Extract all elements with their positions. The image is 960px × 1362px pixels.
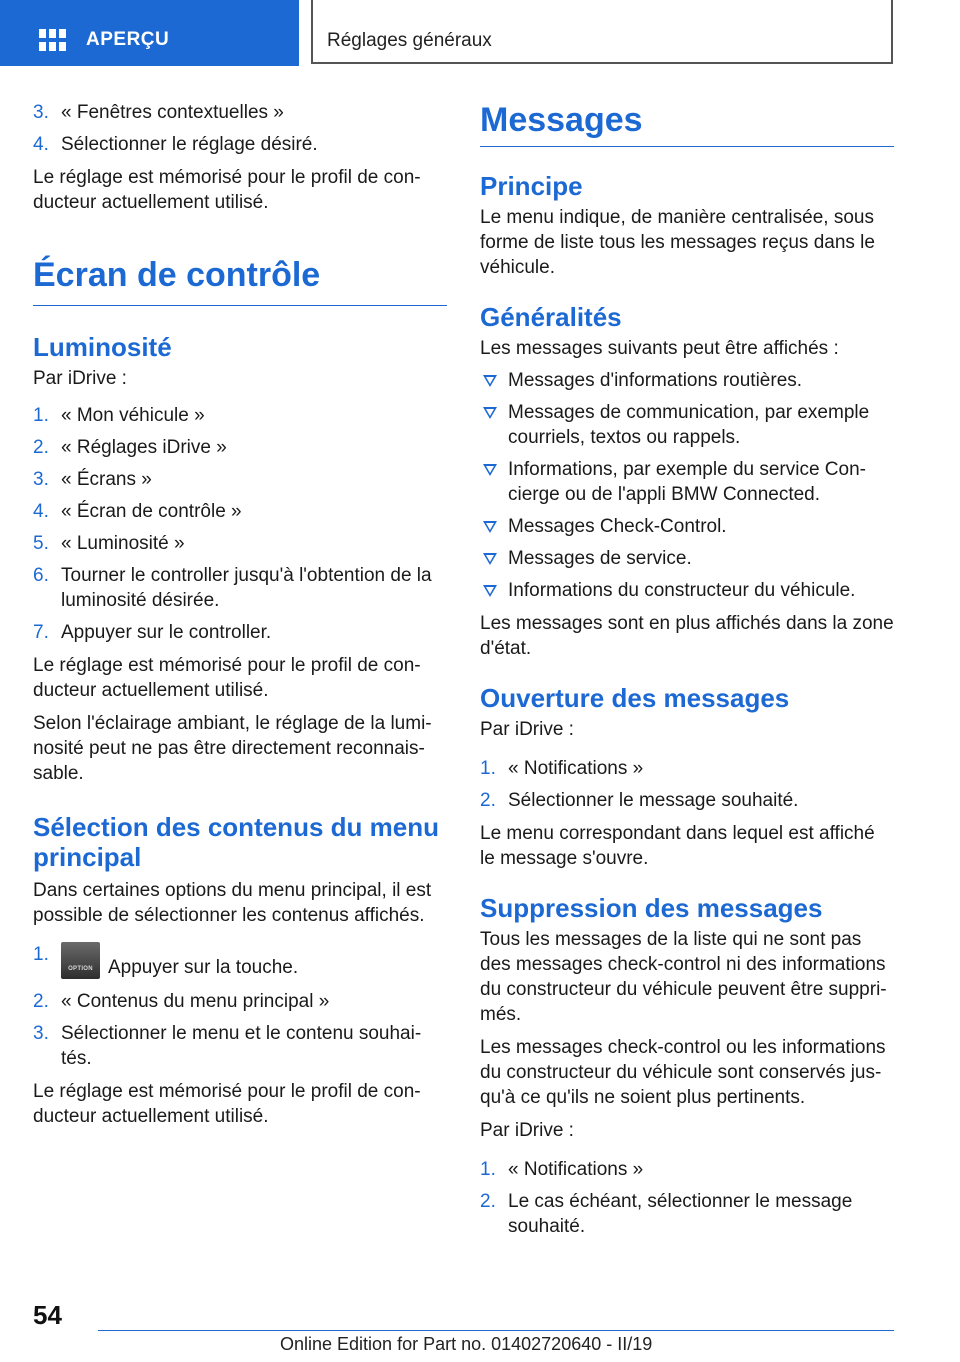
- list-item: 7. Appuyer sur le controller.: [33, 622, 272, 643]
- heading-ouverture: Ouverture des messages: [480, 683, 790, 713]
- selection-steps: [33, 942, 447, 1071]
- page-number: 54: [33, 1300, 62, 1330]
- list-item: Messages d'informations routières.: [480, 368, 894, 393]
- list-item: 3. « Écrans »: [33, 469, 152, 490]
- list-item: 5. « Luminosité »: [33, 533, 185, 554]
- triangle-bullet-icon: [483, 521, 497, 533]
- list-item: Informations du constructeur du véhicule.: [480, 578, 894, 603]
- suppression-text-2: Les messages check-control ou les informations du constructeur du véhicule sont conservés jus‐ qu'à ce qu'ils ne soient plus pertinents.: [480, 1037, 886, 1108]
- section-title: Réglages généraux: [327, 30, 492, 51]
- grid-icon: [39, 29, 67, 53]
- overview-tab[interactable]: [0, 0, 299, 66]
- list-item: 3. Sélectionner le menu et le contenu souhai‐ tés.: [33, 1023, 422, 1069]
- triangle-bullet-icon: [483, 553, 497, 565]
- heading-luminosite: Luminosité: [33, 332, 172, 362]
- list-item: 3. « Fenêtres contextuelles »: [33, 102, 284, 123]
- heading-principe: Principe: [480, 171, 583, 201]
- ouverture-steps: [480, 756, 894, 813]
- list-item: Messages Check-Control.: [480, 514, 894, 539]
- option-key-label: OPTION: [68, 966, 93, 972]
- list-item: 4. « Écran de contrôle »: [33, 501, 242, 522]
- triangle-bullet-icon: [483, 407, 497, 419]
- generalites-intro: Les messages suivants peut être affichés :: [480, 338, 839, 359]
- right-column: [480, 100, 894, 1247]
- selection-intro: Dans certaines options du menu principal, il est possible de sélectionner les contenus affichés.: [33, 880, 432, 926]
- list-item: 2. « Réglages iDrive »: [33, 437, 227, 458]
- footer-edition: Online Edition for Part no. 01402720640 - II/19: [280, 1334, 653, 1354]
- list-item: 2. « Contenus du menu principal »: [33, 991, 330, 1012]
- chapter-title-messages: Messages: [480, 100, 894, 147]
- luminosite-steps: [33, 403, 447, 645]
- left-column: [33, 100, 447, 1137]
- ouverture-intro: Par iDrive :: [480, 719, 574, 740]
- triangle-bullet-icon: [483, 464, 497, 476]
- list-item: 1. OPTION Appuyer sur la touche.: [33, 942, 447, 980]
- list-item: Messages de service.: [480, 546, 894, 571]
- generalites-note: Les messages sont en plus affichés dans la zone d'état.: [480, 613, 894, 659]
- section-header: [311, 0, 893, 64]
- generalites-bullets: [480, 368, 894, 603]
- option-button-icon: [61, 942, 100, 979]
- ouverture-note: Le menu correspondant dans lequel est affiché le message s'ouvre.: [480, 823, 875, 869]
- list-item: 6. Tourner le controller jusqu'à l'obtention de la luminosité désirée.: [33, 565, 432, 611]
- list-item: Informations, par exemple du service Con‐ cierge ou de l'appli BMW Connected.: [480, 457, 894, 507]
- list-item: 1. « Notifications »: [480, 1159, 644, 1180]
- luminosite-note-2: Selon l'éclairage ambiant, le réglage de la lumi‐ nosité peut ne pas être directement reconnais‐ sable.: [33, 713, 432, 784]
- intro-steps: [33, 100, 447, 157]
- heading-suppression: Suppression des messages: [480, 893, 823, 923]
- suppression-text-1: Tous les messages de la liste qui ne sont pas des messages check-control ni des informations du constructeur du véhicule peuvent être suppri‐ més.: [480, 929, 887, 1025]
- chapter-title-ecran: Écran de contrôle: [33, 255, 447, 306]
- list-item: 1. « Notifications »: [480, 758, 644, 779]
- luminosite-intro: Par iDrive :: [33, 368, 127, 389]
- triangle-bullet-icon: [483, 585, 497, 597]
- list-item: 1. « Mon véhicule »: [33, 405, 205, 426]
- luminosite-note-1: Le réglage est mémorisé pour le profil de con‐ ducteur actuellement utilisé.: [33, 655, 421, 701]
- footer-divider: [98, 1330, 894, 1331]
- list-item: 4. Sélectionner le réglage désiré.: [33, 134, 318, 155]
- suppression-intro: Par iDrive :: [480, 1120, 574, 1141]
- intro-note: Le réglage est mémorisé pour le profil de con‐ ducteur actuellement utilisé.: [33, 167, 421, 213]
- overview-label: APERÇU: [86, 29, 170, 50]
- list-item: 2. Le cas échéant, sélectionner le message souhaité.: [480, 1191, 853, 1237]
- heading-selection: Sélection des contenus du menu principal: [33, 812, 439, 872]
- selection-note: Le réglage est mémorisé pour le profil de con‐ ducteur actuellement utilisé.: [33, 1081, 421, 1127]
- heading-generalites: Généralités: [480, 302, 622, 332]
- principe-text: Le menu indique, de manière centralisée, sous forme de liste tous les messages reçus dans le véhicule.: [480, 207, 875, 278]
- suppression-steps: [480, 1157, 894, 1239]
- list-item: 2. Sélectionner le message souhaité.: [480, 790, 799, 811]
- triangle-bullet-icon: [483, 375, 497, 387]
- list-item: Messages de communication, par exemple courriels, textos ou rappels.: [480, 400, 894, 450]
